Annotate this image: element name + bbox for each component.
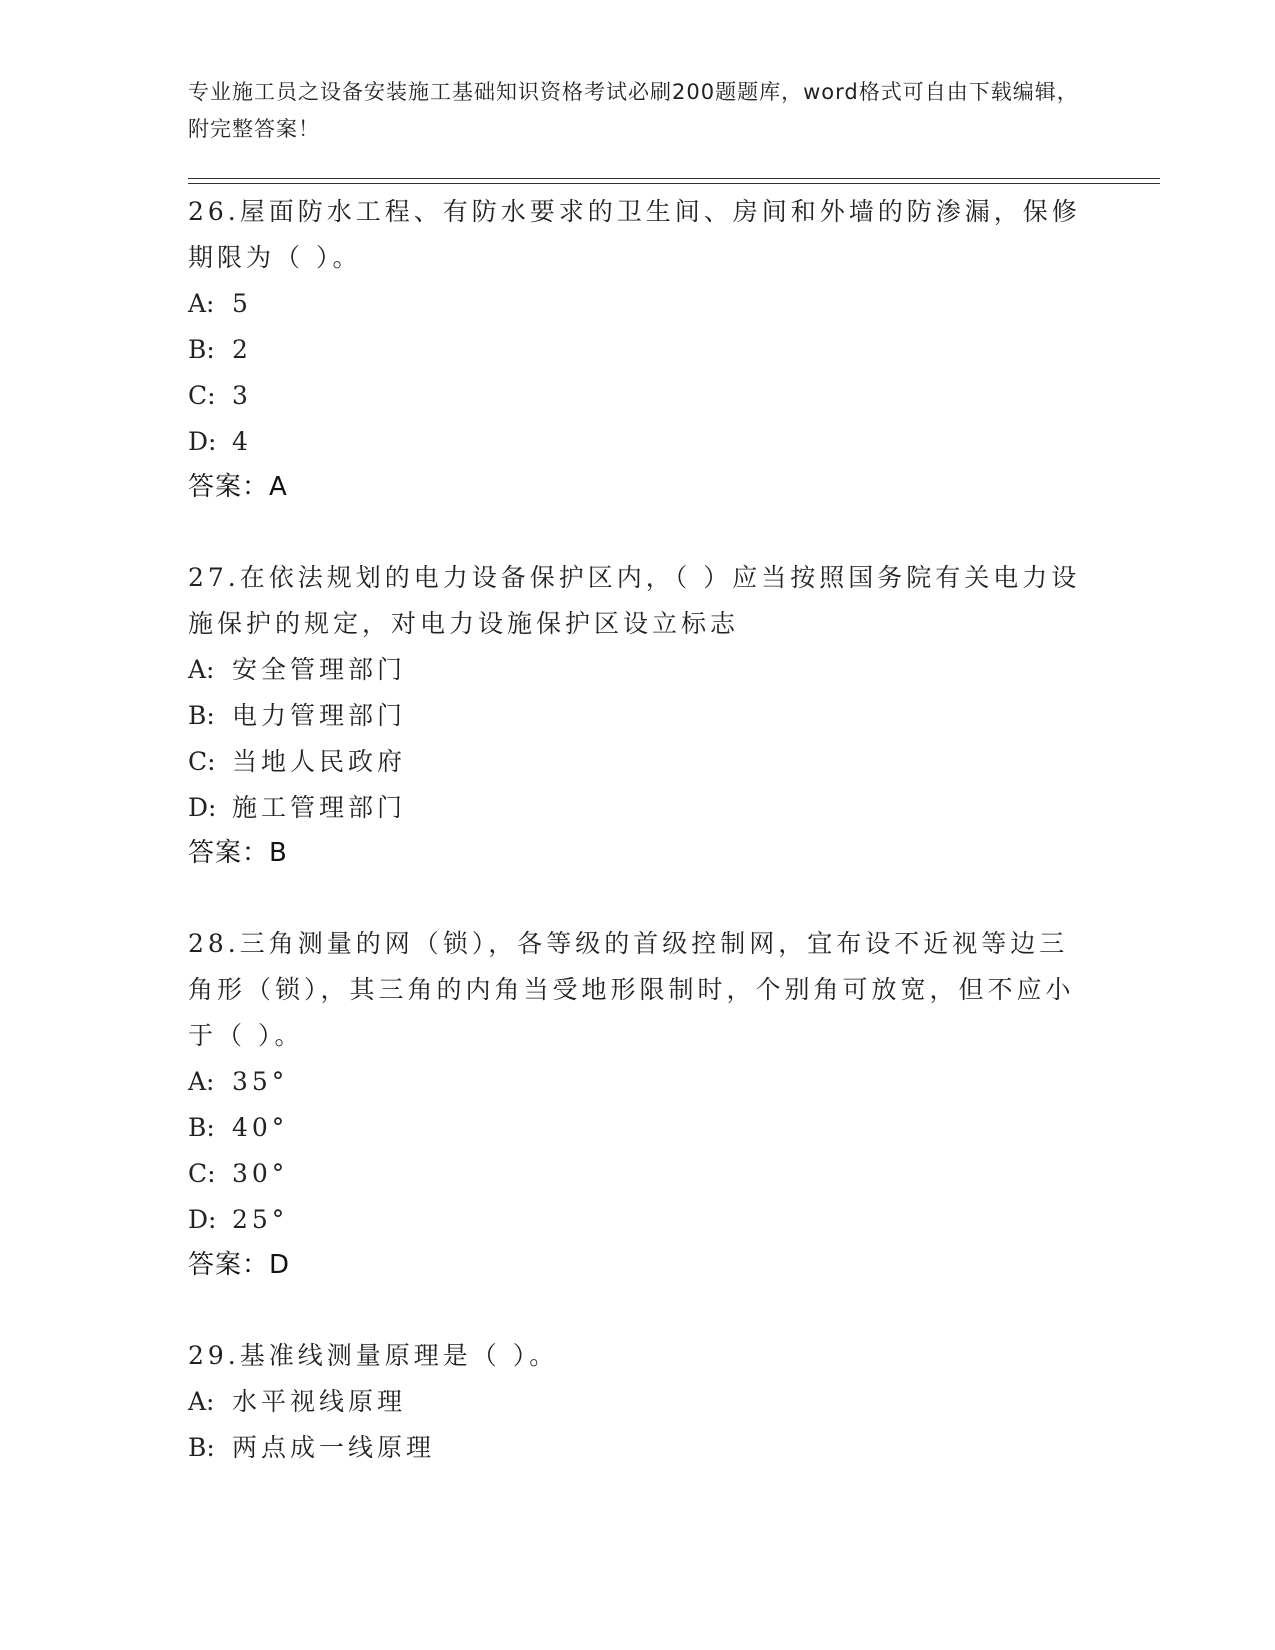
option-letter: D: — [188, 793, 217, 822]
header-divider-top — [188, 178, 1160, 179]
option-letter: A: — [188, 289, 215, 318]
question-stem: 28.三角测量的网（锁），各等级的首级控制网，宜布设不近视等边三角形（锁），其三角的内角当受地形限制时，个别角可放宽，但不应小于（ ）。 — [188, 929, 1075, 1050]
question-29 — [188, 1333, 1088, 1471]
option-d — [188, 1197, 1088, 1243]
answer: 答案：D — [188, 1250, 291, 1280]
option-text: 施工管理部门 — [232, 793, 407, 822]
option-b — [188, 327, 1088, 373]
option-text: 25° — [232, 1205, 289, 1234]
question-stem: 26.屋面防水工程、有防水要求的卫生间、房间和外墙的防渗漏，保修期限为（ ）。 — [188, 197, 1081, 272]
question-27 — [188, 555, 1088, 875]
option-text: 30° — [232, 1159, 289, 1188]
header-divider-bottom — [188, 183, 1160, 184]
option-letter: C: — [188, 747, 216, 776]
option-text: 当地人民政府 — [232, 747, 407, 776]
question-28 — [188, 921, 1088, 1287]
option-text: 3 — [232, 381, 252, 410]
option-text: 两点成一线原理 — [232, 1433, 436, 1462]
answer: 答案：B — [188, 838, 288, 868]
option-c — [188, 373, 1088, 419]
option-b — [188, 1105, 1088, 1151]
option-letter: A: — [188, 655, 215, 684]
option-c — [188, 1151, 1088, 1197]
option-text: 4 — [232, 427, 252, 456]
option-a — [188, 281, 1088, 327]
option-text: 水平视线原理 — [232, 1387, 407, 1416]
option-b — [188, 1425, 1088, 1471]
option-text: 安全管理部门 — [232, 655, 407, 684]
option-letter: B: — [188, 1433, 215, 1462]
option-text: 电力管理部门 — [232, 701, 407, 730]
document-header: 专业施工员之设备安装施工基础知识资格考试必刷200题题库，word格式可自由下载编辑，附完整答案！ — [188, 80, 1079, 141]
option-text: 35° — [232, 1067, 289, 1096]
option-letter: C: — [188, 1159, 216, 1188]
option-a — [188, 1059, 1088, 1105]
option-letter: B: — [188, 335, 215, 364]
answer: 答案：A — [188, 472, 288, 502]
option-a — [188, 647, 1088, 693]
question-26 — [188, 189, 1088, 509]
option-letter: A: — [188, 1387, 215, 1416]
option-letter: D: — [188, 1205, 217, 1234]
option-letter: D: — [188, 427, 217, 456]
option-letter: B: — [188, 1113, 215, 1142]
option-d — [188, 419, 1088, 465]
question-stem: 29.基准线测量原理是（ ）。 — [188, 1341, 559, 1370]
option-b — [188, 693, 1088, 739]
option-text: 40° — [232, 1113, 289, 1142]
option-d — [188, 785, 1088, 831]
option-letter: A: — [188, 1067, 215, 1096]
option-letter: B: — [188, 701, 215, 730]
option-letter: C: — [188, 381, 216, 410]
option-c — [188, 739, 1088, 785]
option-text: 2 — [232, 335, 252, 364]
question-stem: 27.在依法规划的电力设备保护区内，（ ）应当按照国务院有关电力设施保护的规定，对电力设施保护区设立标志 — [188, 563, 1081, 638]
option-text: 5 — [232, 289, 252, 318]
option-a — [188, 1379, 1088, 1425]
